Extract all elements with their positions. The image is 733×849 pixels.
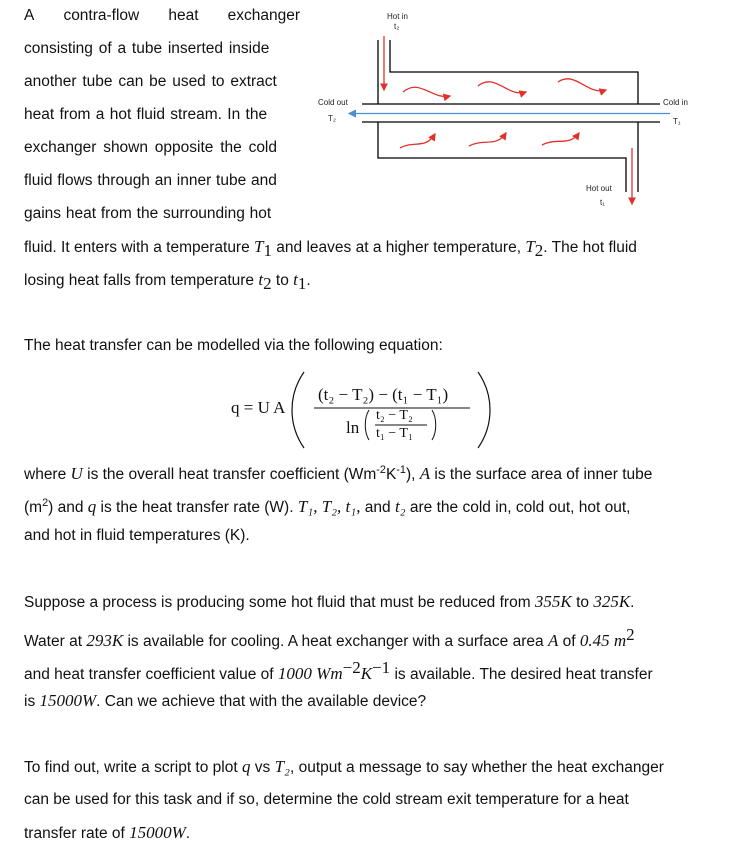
symbol-sub: 2 [534,241,544,261]
where-text: are the cold in, cold out, hot out, [405,499,631,517]
where-sup: 2 [42,497,49,509]
label-cold-in-symbol: T₁ [673,117,681,126]
problem-sup: −2 [342,658,361,677]
problem-unit: K [360,664,373,684]
where-text: is the overall heat transfer coefficient (Wm [82,466,377,484]
label-cold-out-symbol: T₂ [328,114,336,123]
task-line-3 [24,823,190,844]
problem-text: to [571,594,594,611]
task-line-2: can be used for this task and if so, determine the cold stream exit temperature for a heat [24,791,629,808]
equation-inner-numerator: t₂ − T₂ [376,408,413,423]
symbol-T2: T [525,237,535,256]
task-text: vs [250,759,275,776]
equation-numerator: (t₂ − T₂) − (t₁ − T₁) [318,385,449,404]
symbol-sub: 2 [263,274,272,294]
label-hot-out-symbol: t₁ [600,198,605,207]
symbol-U: U [70,464,83,484]
problem-text: is available. The desired heat transfer [390,666,653,684]
problem-line-3 [24,658,653,685]
symbol-sub: 1 [297,274,307,294]
symbol-T2: T₂ [274,757,290,776]
model-intro: The heat transfer can be modelled via the following equation: [24,337,443,354]
task-text: To find out, write a script to plot [24,759,242,776]
value-q: 15000W [39,691,97,710]
label-cold-out: Cold out [318,98,348,107]
where-line-1 [24,460,652,485]
equation-inner-denominator: t₁ − T₁ [376,426,413,441]
where-text: (m [24,499,43,517]
label-cold-in: Cold in [663,98,688,107]
where-text: is the heat transfer rate (W). [96,499,298,517]
symbol-list: T₁, T₂, t₁, [297,497,361,517]
label-hot-in-symbol: t₂ [394,22,400,31]
symbol-A: A [547,631,559,651]
intro-line-6: fluid flows through an inner tube and [24,172,277,189]
intro-text: and leaves at a higher temperature, [272,239,526,256]
where-line-3: and hot in fluid temperatures (K). [24,527,250,544]
where-sup: -2 [376,464,386,476]
value-293K: 293K [86,631,124,651]
value-325K: 325K [593,592,631,611]
intro-word: A [24,7,35,24]
problem-text: . Can we achieve that with the available device? [96,693,427,710]
value-q: 15000W [129,823,186,842]
intro-word: heat [168,7,199,24]
intro-text: losing heat falls from temperature [24,272,259,289]
intro-text: . [306,272,311,289]
problem-line-4 [24,691,426,712]
problem-text: and heat transfer coefficient value of [24,666,278,684]
where-text: ), [405,466,420,484]
intro-line-7: gains heat from the surrounding hot [24,205,272,222]
symbol-t1: t [293,270,298,289]
label-hot-in: Hot in [387,12,408,21]
intro-line-5: exchanger shown opposite the cold [24,139,277,156]
intro-line-3: another tube can be used to extract [24,73,277,90]
where-text: where [24,466,71,484]
problem-line-1 [24,592,634,613]
task-line-1 [24,757,664,778]
intro-text: . The hot fluid [543,239,637,256]
task-text: , output a message to say whether the heat exchanger [289,759,664,776]
value-355K: 355K [534,592,572,611]
where-line-2 [24,493,630,518]
symbol-t2: t [258,270,264,289]
value-area: 0.45 m [579,631,627,651]
intro-text: to [271,272,294,289]
where-text: and [360,499,395,517]
problem-text: Water at [24,633,87,651]
value-U: 1000 Wm [277,664,343,684]
problem-text: is available for cooling. A heat exchanger with a surface area [123,633,548,651]
symbol-T1: T [254,237,264,256]
symbol-q: q [241,757,251,776]
intro-word: exchanger [227,7,300,24]
problem-text: of [558,633,580,651]
task-text: transfer rate of [24,825,130,842]
intro-word: contra-flow [63,7,140,24]
equation-ln: ln [346,418,360,437]
where-sup: -1 [396,464,406,476]
where-text: is the surface area of inner tube [430,466,653,484]
task-text: . [185,825,191,842]
intro-line-2: consisting of a tube inserted inside [24,40,270,57]
symbol-sub: 1 [263,241,272,261]
label-hot-out: Hot out [586,184,612,193]
problem-text: . [630,594,635,611]
problem-sup: −1 [372,658,391,677]
where-text: ) and [48,499,88,517]
symbol-t2: t₂ [394,497,406,517]
equation-lhs: q = U A [231,398,286,417]
symbol-q: q [87,497,97,517]
problem-line-2 [24,625,635,652]
problem-text: is [24,693,40,710]
where-text: K [385,466,397,484]
intro-text: fluid. It enters with a temperature [24,239,255,256]
intro-line-4: heat from a hot fluid stream. In the [24,106,268,123]
symbol-A: A [419,464,431,484]
problem-sup: 2 [626,625,635,644]
problem-text: Suppose a process is producing some hot fluid that must be reduced from [24,594,535,611]
